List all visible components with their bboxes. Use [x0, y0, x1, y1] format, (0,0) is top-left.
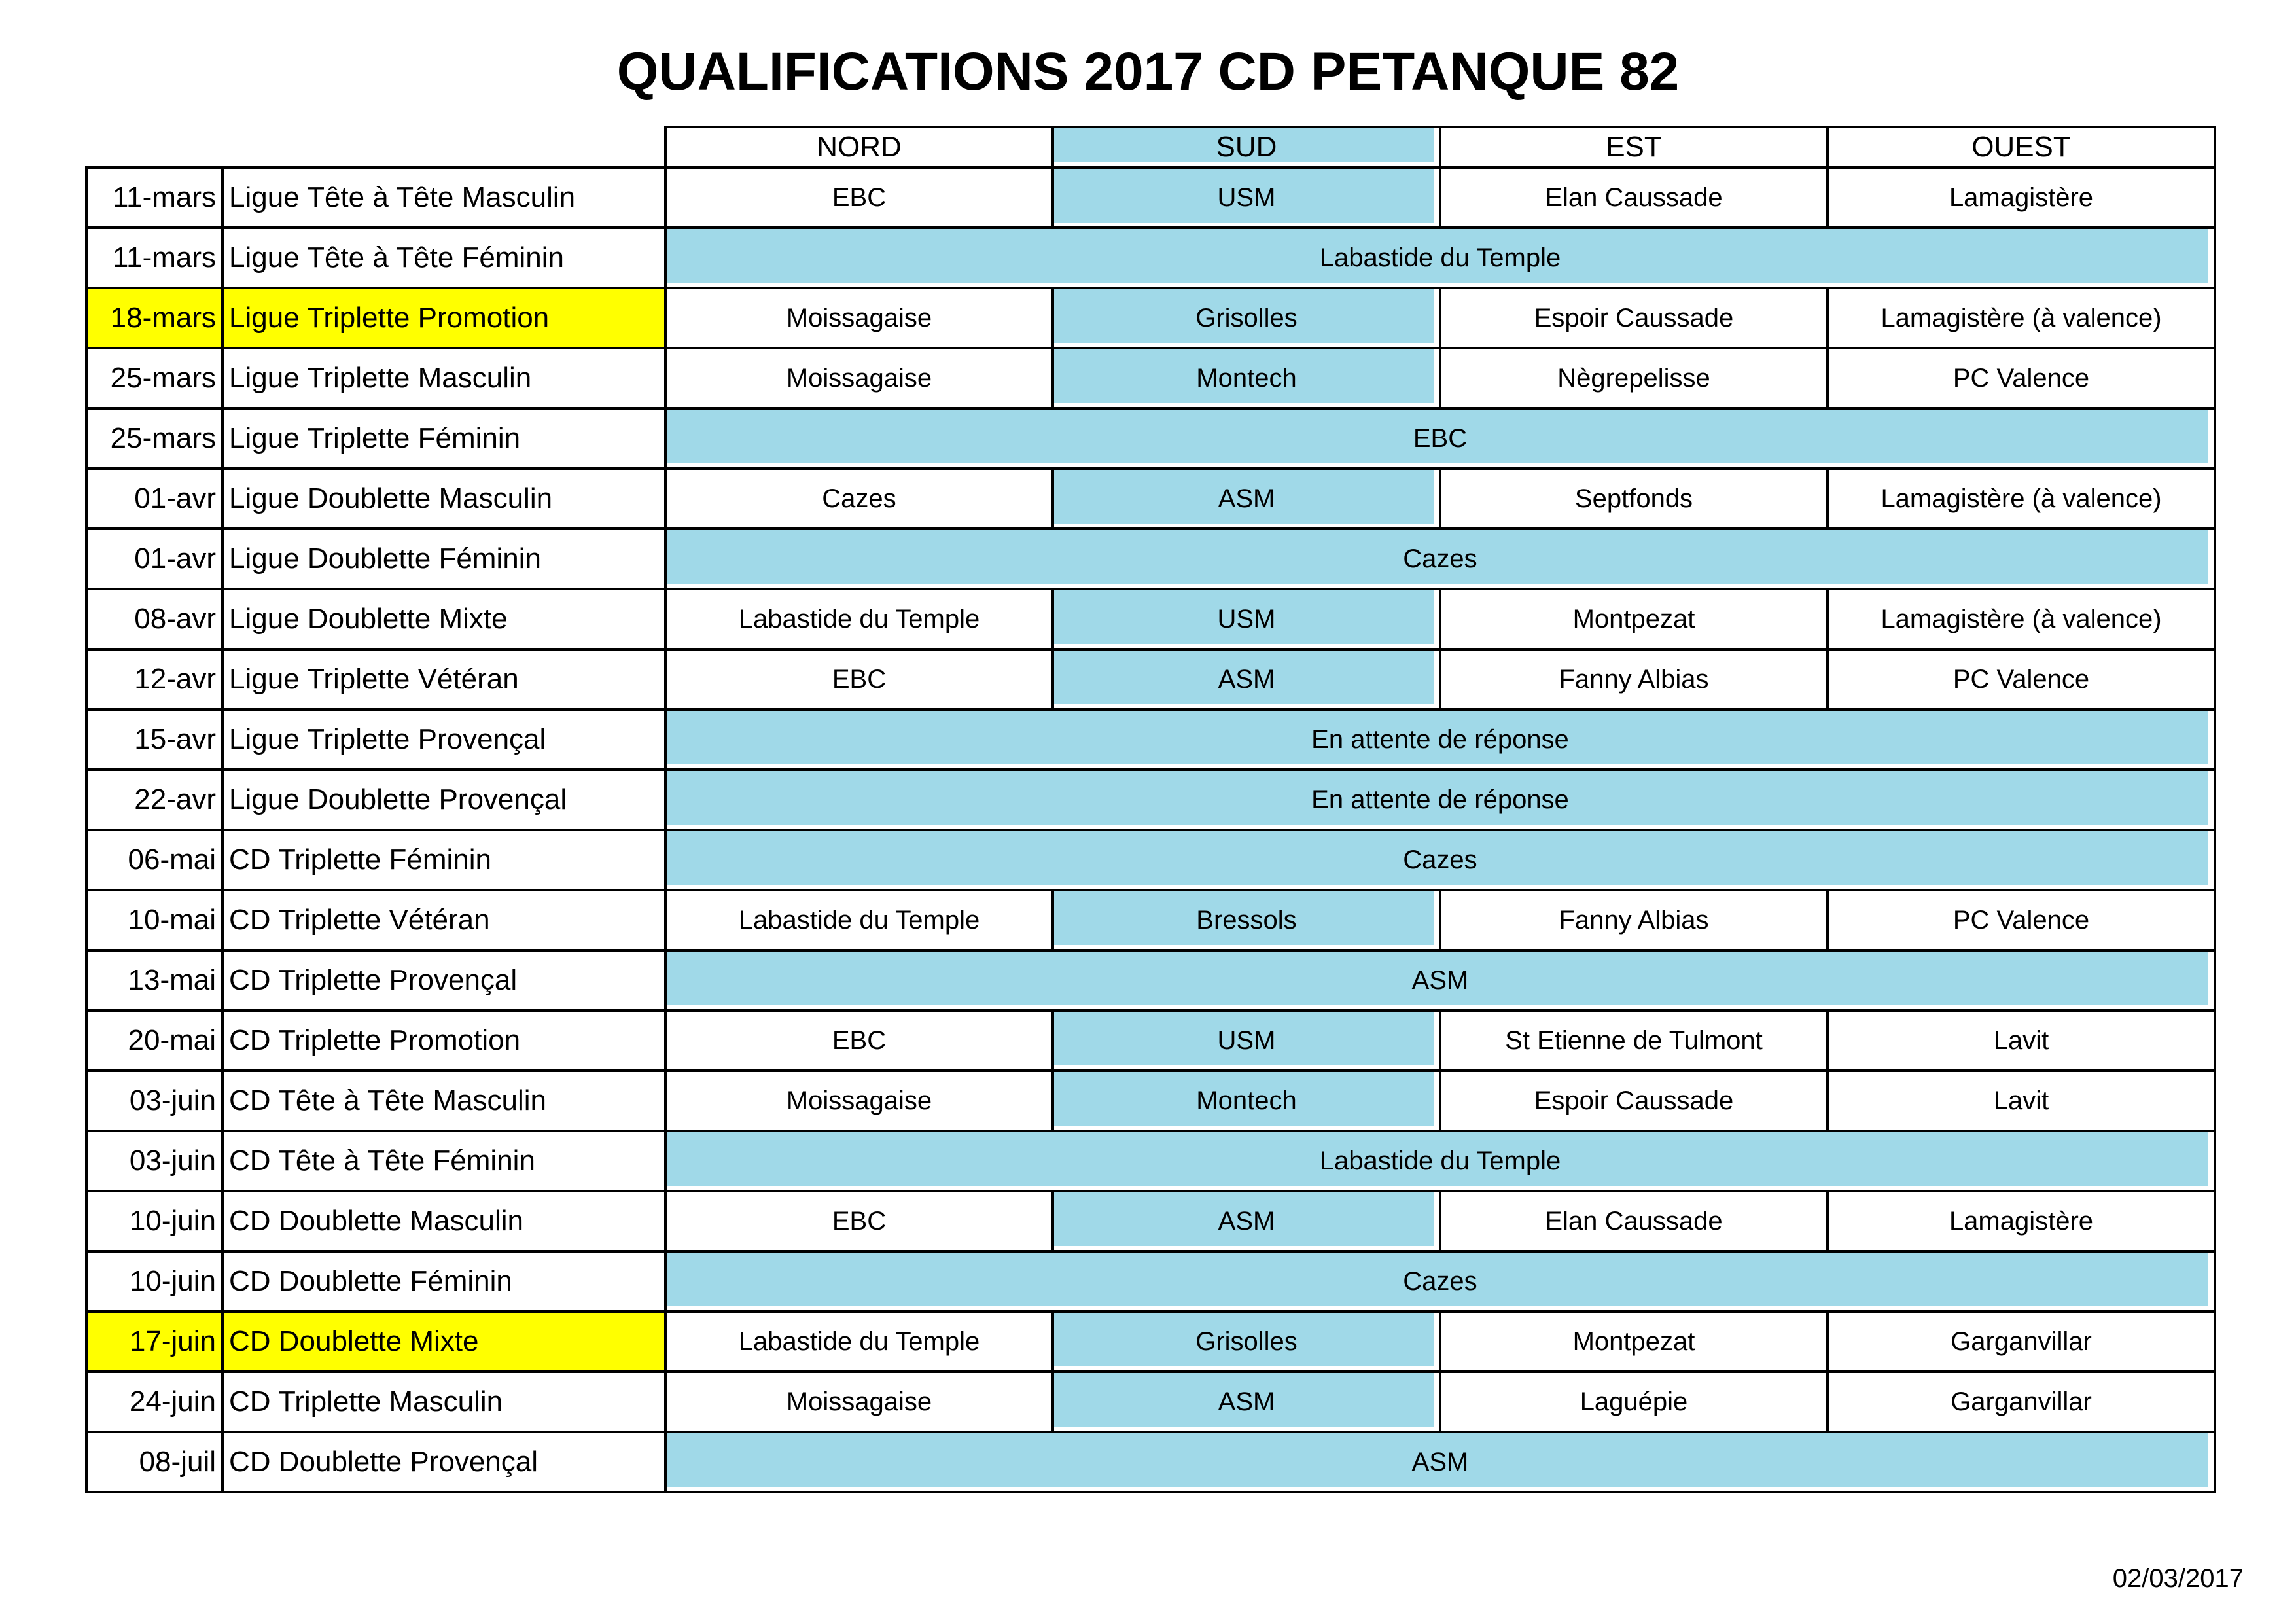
date-cell: 24-juin: [86, 1372, 222, 1432]
nord-cell: Moissagaise: [665, 288, 1053, 348]
table-row: [86, 830, 2215, 890]
event-cell: Ligue Doublette Masculin: [222, 469, 665, 529]
table-row: [86, 1071, 2215, 1131]
table-row: [86, 469, 2215, 529]
table-row: [86, 1311, 2215, 1372]
date-cell: 10-juin: [86, 1251, 222, 1311]
all-regions-cell: Labastide du Temple: [665, 228, 2215, 288]
header-row: [86, 127, 2215, 168]
ouest-cell: PC Valence: [1828, 348, 2215, 408]
date-cell: 25-mars: [86, 408, 222, 469]
event-cell: CD Triplette Provençal: [222, 950, 665, 1010]
event-cell: Ligue Tête à Tête Féminin: [222, 228, 665, 288]
table-row: [86, 709, 2215, 770]
date-cell: 01-avr: [86, 469, 222, 529]
nord-cell: Labastide du Temple: [665, 1311, 1053, 1372]
event-cell: Ligue Triplette Féminin: [222, 408, 665, 469]
est-cell: Espoir Caussade: [1440, 1071, 1828, 1131]
table-row: [86, 228, 2215, 288]
all-regions-cell: Labastide du Temple: [665, 1131, 2215, 1191]
est-cell: Elan Caussade: [1440, 168, 1828, 228]
ouest-cell: Lamagistère (à valence): [1828, 469, 2215, 529]
date-stamp: 02/03/2017: [2112, 1564, 2244, 1593]
sud-cell: Grisolles: [1053, 288, 1440, 348]
nord-cell: Moissagaise: [665, 348, 1053, 408]
event-cell: Ligue Doublette Féminin: [222, 529, 665, 589]
qualifications-table: [85, 126, 2216, 1493]
table-row: [86, 1010, 2215, 1071]
table-row: [86, 890, 2215, 950]
sud-cell: ASM: [1053, 649, 1440, 709]
table-row: [86, 348, 2215, 408]
sud-cell: USM: [1053, 1010, 1440, 1071]
date-cell: 10-juin: [86, 1191, 222, 1251]
ouest-cell: Lamagistère (à valence): [1828, 288, 2215, 348]
event-cell: Ligue Triplette Masculin: [222, 348, 665, 408]
table-row: [86, 288, 2215, 348]
event-cell: CD Triplette Masculin: [222, 1372, 665, 1432]
ouest-cell: Garganvillar: [1828, 1372, 2215, 1432]
date-cell: 08-avr: [86, 589, 222, 649]
all-regions-cell: ASM: [665, 950, 2215, 1010]
table-row: [86, 1251, 2215, 1311]
est-cell: Montpezat: [1440, 589, 1828, 649]
est-cell: Espoir Caussade: [1440, 288, 1828, 348]
nord-cell: EBC: [665, 649, 1053, 709]
table-row: [86, 1372, 2215, 1432]
est-cell: Septfonds: [1440, 469, 1828, 529]
sud-cell: ASM: [1053, 1372, 1440, 1432]
event-cell: CD Doublette Masculin: [222, 1191, 665, 1251]
all-regions-cell: EBC: [665, 408, 2215, 469]
event-cell: Ligue Doublette Provençal: [222, 770, 665, 830]
event-cell: CD Triplette Promotion: [222, 1010, 665, 1071]
table-row: [86, 589, 2215, 649]
ouest-cell: Lamagistère (à valence): [1828, 589, 2215, 649]
ouest-cell: Lavit: [1828, 1071, 2215, 1131]
event-cell: Ligue Triplette Promotion: [222, 288, 665, 348]
nord-cell: EBC: [665, 168, 1053, 228]
date-cell: 22-avr: [86, 770, 222, 830]
table-row: [86, 529, 2215, 589]
date-cell: 11-mars: [86, 168, 222, 228]
date-cell: 03-juin: [86, 1131, 222, 1191]
nord-cell: Labastide du Temple: [665, 589, 1053, 649]
est-cell: Montpezat: [1440, 1311, 1828, 1372]
table-row: [86, 168, 2215, 228]
event-cell: Ligue Triplette Vétéran: [222, 649, 665, 709]
event-cell: Ligue Tête à Tête Masculin: [222, 168, 665, 228]
blank-header-cell: [222, 127, 665, 168]
est-cell: Fanny Albias: [1440, 649, 1828, 709]
header-sud: SUD: [1053, 127, 1440, 168]
all-regions-cell: Cazes: [665, 1251, 2215, 1311]
nord-cell: Moissagaise: [665, 1372, 1053, 1432]
event-cell: CD Tête à Tête Féminin: [222, 1131, 665, 1191]
ouest-cell: PC Valence: [1828, 649, 2215, 709]
ouest-cell: Lamagistère: [1828, 1191, 2215, 1251]
nord-cell: Cazes: [665, 469, 1053, 529]
date-cell: 12-avr: [86, 649, 222, 709]
all-regions-cell: Cazes: [665, 529, 2215, 589]
sud-cell: Grisolles: [1053, 1311, 1440, 1372]
sud-cell: USM: [1053, 589, 1440, 649]
est-cell: Elan Caussade: [1440, 1191, 1828, 1251]
page-title: QUALIFICATIONS 2017 CD PETANQUE 82: [616, 42, 1680, 101]
date-cell: 03-juin: [86, 1071, 222, 1131]
event-cell: CD Doublette Féminin: [222, 1251, 665, 1311]
date-cell: 10-mai: [86, 890, 222, 950]
est-cell: St Etienne de Tulmont: [1440, 1010, 1828, 1071]
ouest-cell: PC Valence: [1828, 890, 2215, 950]
date-cell: 13-mai: [86, 950, 222, 1010]
sud-cell: Montech: [1053, 348, 1440, 408]
ouest-cell: Lamagistère: [1828, 168, 2215, 228]
blank-header-cell: [86, 127, 222, 168]
header-est: EST: [1440, 127, 1828, 168]
header-ouest: OUEST: [1828, 127, 2215, 168]
date-cell: 25-mars: [86, 348, 222, 408]
date-cell: 17-juin: [86, 1311, 222, 1372]
table-row: [86, 649, 2215, 709]
table-row: [86, 950, 2215, 1010]
table-row: [86, 408, 2215, 469]
date-cell: 08-juil: [86, 1432, 222, 1492]
event-cell: Ligue Doublette Mixte: [222, 589, 665, 649]
ouest-cell: Garganvillar: [1828, 1311, 2215, 1372]
date-cell: 20-mai: [86, 1010, 222, 1071]
est-cell: Fanny Albias: [1440, 890, 1828, 950]
all-regions-cell: Cazes: [665, 830, 2215, 890]
sud-cell: Montech: [1053, 1071, 1440, 1131]
nord-cell: Moissagaise: [665, 1071, 1053, 1131]
all-regions-cell: En attente de réponse: [665, 709, 2215, 770]
date-cell: 01-avr: [86, 529, 222, 589]
est-cell: Laguépie: [1440, 1372, 1828, 1432]
event-cell: CD Triplette Vétéran: [222, 890, 665, 950]
sud-cell: USM: [1053, 168, 1440, 228]
date-cell: 06-mai: [86, 830, 222, 890]
sud-cell: ASM: [1053, 469, 1440, 529]
sud-cell: Bressols: [1053, 890, 1440, 950]
event-cell: Ligue Triplette Provençal: [222, 709, 665, 770]
event-cell: CD Doublette Provençal: [222, 1432, 665, 1492]
date-cell: 11-mars: [86, 228, 222, 288]
table-row: [86, 1432, 2215, 1492]
table-row: [86, 1131, 2215, 1191]
header-nord: NORD: [665, 127, 1053, 168]
event-cell: CD Tête à Tête Masculin: [222, 1071, 665, 1131]
nord-cell: EBC: [665, 1191, 1053, 1251]
event-cell: CD Doublette Mixte: [222, 1311, 665, 1372]
nord-cell: EBC: [665, 1010, 1053, 1071]
ouest-cell: Lavit: [1828, 1010, 2215, 1071]
all-regions-cell: ASM: [665, 1432, 2215, 1492]
nord-cell: Labastide du Temple: [665, 890, 1053, 950]
sud-cell: ASM: [1053, 1191, 1440, 1251]
table-row: [86, 770, 2215, 830]
table-row: [86, 1191, 2215, 1251]
date-cell: 18-mars: [86, 288, 222, 348]
date-cell: 15-avr: [86, 709, 222, 770]
est-cell: Nègrepelisse: [1440, 348, 1828, 408]
event-cell: CD Triplette Féminin: [222, 830, 665, 890]
all-regions-cell: En attente de réponse: [665, 770, 2215, 830]
